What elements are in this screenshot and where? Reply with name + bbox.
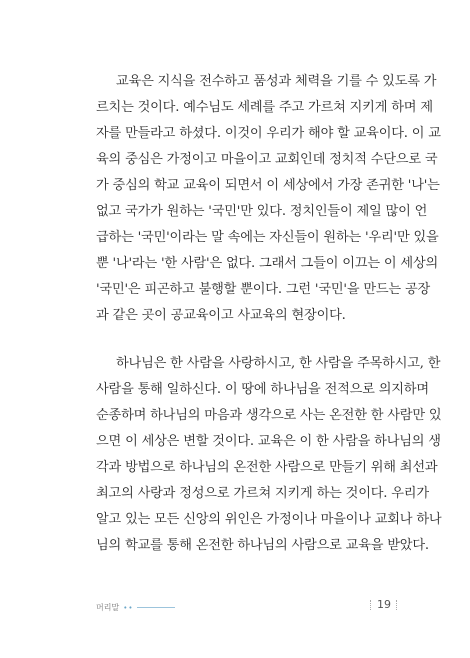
paragraph-2-line-8: 님의 학교를 통해 온전한 하나님의 사람으로 교육을 받았다.	[96, 538, 429, 553]
footer-rule	[137, 607, 175, 608]
paragraph-2-line-2: 사람을 통해 일하신다. 이 땅에 하나님을 전적으로 의지하며	[96, 382, 429, 397]
paragraph-2-line-4: 으면 이 세상은 변할 것이다. 교육은 이 한 사람을 하나님의 생	[96, 434, 441, 449]
paragraph-1-line-4: 육의 중심은 가정이고 마을이고 교회인데 정치적 수단으로 국	[96, 152, 438, 167]
paragraph-2-line-6: 최고의 사랑과 정성으로 가르쳐 지키게 하는 것이다. 우리가	[96, 486, 429, 501]
footer-page-number-block	[370, 598, 398, 611]
paragraph-1-line-3: 자를 만들라고 하셨다. 이것이 우리가 해야 할 교육이다. 이 교	[96, 126, 441, 141]
paragraph-2-line-1: 하나님은 한 사람을 사랑하시고, 한 사람을 주목하시고, 한	[116, 356, 441, 371]
footer-section-title: 머리말	[96, 603, 120, 612]
paragraph-1-line-1: 교육은 지식을 전수하고 품성과 체력을 기를 수 있도록 가	[116, 74, 437, 89]
paragraph-1-line-8: 뿐 '나'라는 '한 사람'은 없다. 그래서 그들이 이끄는 이 세상의	[96, 256, 439, 271]
paragraph-2-line-5: 각과 방법으로 하나님의 온전한 사람으로 만들기 위해 최선과	[96, 460, 438, 475]
footer-section-label	[96, 602, 175, 613]
paragraph-2-line-7: 알고 있는 모든 신앙의 위인은 가정이나 마을이나 교회나 하나	[96, 512, 442, 527]
paragraph-1-line-6: 없고 국가가 원하는 '국민'만 있다. 정치인들이 제일 많이 언	[96, 204, 428, 219]
paragraph-1-line-9: '국민'은 피곤하고 불행할 뿐이다. 그런 '국민'을 만드는 공장	[96, 282, 431, 297]
page-number-left-divider	[370, 600, 372, 610]
paragraph-2-line-3: 순종하며 하나님의 마음과 생각으로 사는 온전한 한 사람만 있	[96, 408, 442, 423]
paragraph-1-line-2: 르치는 것이다. 예수님도 세례를 주고 가르쳐 지키게 하며 제	[96, 100, 433, 115]
page-number-right-divider	[396, 600, 398, 610]
paragraph-1-line-10: 과 같은 곳이 공교육이고 사교육의 현장이다.	[96, 308, 346, 323]
page-number: 19	[377, 598, 391, 611]
paragraph-1-line-7: 급하는 '국민'이라는 말 속에는 자신들이 원하는 '우리'만 있을	[96, 230, 439, 245]
footer-dots: ••	[123, 603, 134, 612]
paragraph-1-line-5: 가 중심의 학교 교육이 되면서 이 세상에서 가장 존귀한 '나'는	[96, 178, 440, 193]
